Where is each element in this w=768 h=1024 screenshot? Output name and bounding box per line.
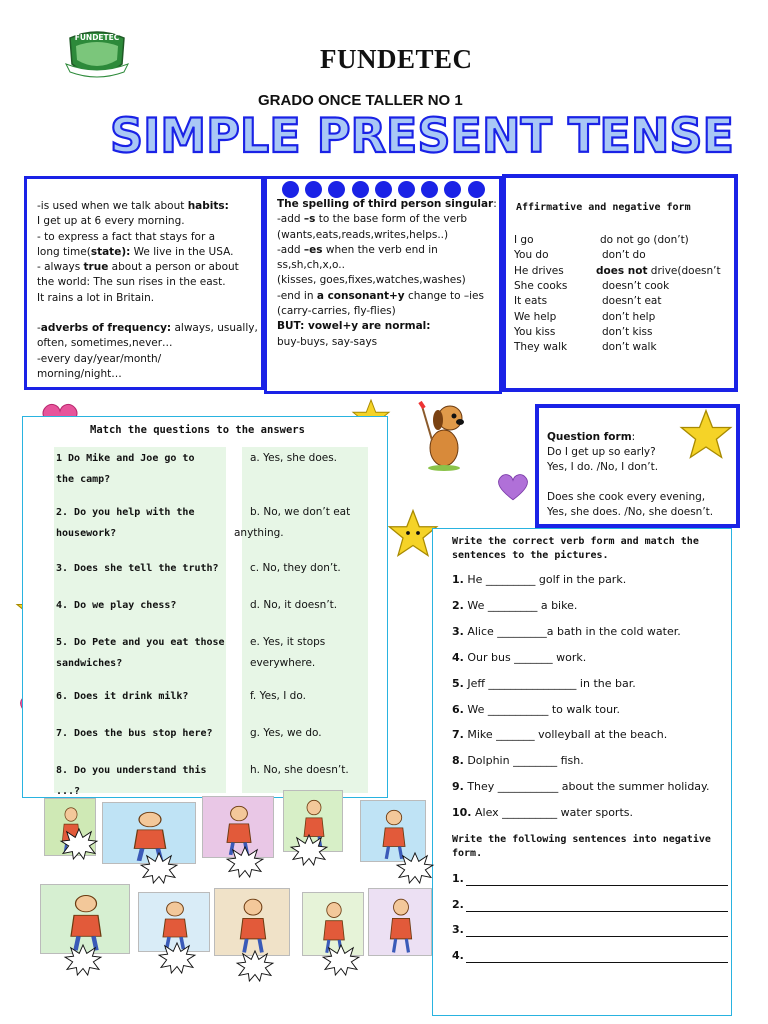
affirmative-form: We help	[514, 310, 557, 323]
exercise-item	[452, 573, 626, 586]
box_uses-line	[37, 214, 263, 229]
question-form-line: Do I get up so early?	[547, 446, 656, 458]
exercise-number: 8.	[452, 754, 464, 768]
box_spelling-line	[277, 243, 503, 258]
exercise-sentence[interactable]: Jeff ________________ in the bar.	[463, 676, 636, 690]
box_uses-post: about a person or about	[108, 261, 239, 274]
match-question-line: 1 Do Mike and Joe go to	[56, 453, 195, 464]
grade-subtitle: GRADO ONCE TALLER NO 1	[258, 92, 463, 109]
exercise-item	[452, 599, 577, 612]
negative-form-text: don’t kiss	[602, 325, 653, 338]
match-question-line: 5. Do Pete and you eat those	[56, 637, 225, 648]
box_spelling-line	[277, 335, 503, 350]
star-icon	[388, 508, 438, 558]
box_uses-bold: adverbs of frequency:	[40, 322, 172, 335]
match-title: Match the questions to the answers	[90, 424, 305, 436]
box_uses-bold: true	[83, 261, 109, 274]
starburst-icon	[396, 852, 434, 884]
match-question-line: 8. Do you understand this	[56, 765, 207, 776]
star-icon	[678, 408, 734, 460]
affirmative-form: He drives	[514, 264, 564, 277]
match-question-line: 7. Does the bus stop here?	[56, 728, 213, 739]
match-question-line: the camp?	[56, 474, 111, 485]
starburst-icon	[290, 834, 328, 866]
box_uses-line	[37, 352, 263, 367]
box_spelling-pre: -end in	[277, 289, 317, 302]
spelling-text	[277, 197, 503, 350]
exercise-number: 1.	[452, 573, 464, 586]
box_uses-line	[37, 367, 263, 382]
box_spelling-bold: The spelling of third person singular	[277, 198, 494, 210]
match-answer-line: f. Yes, I do.	[250, 690, 306, 702]
forms-title: Affirmative and negative form	[516, 202, 691, 213]
starburst-icon	[60, 828, 98, 860]
box_uses-line	[37, 230, 263, 245]
negative-number: 3.	[452, 923, 464, 936]
negative-form	[602, 280, 669, 292]
affirmative-form: They walk	[514, 341, 568, 354]
box_spelling-line	[277, 289, 503, 304]
exercise-number: 3.	[452, 624, 464, 638]
exercise-number: 7.	[452, 728, 464, 742]
question-form-line: Yes, she does. /No, she doesn’t.	[547, 506, 714, 518]
match-question	[56, 502, 236, 546]
box_uses-pre: -every day/year/month/	[37, 352, 162, 365]
affirmative-negative-box	[502, 174, 738, 392]
box_spelling-bold: a consonant+y	[316, 289, 405, 302]
box_uses-post: always, usually,	[171, 322, 258, 335]
exercise-number: 6.	[452, 702, 464, 716]
match-answer	[250, 723, 368, 744]
question-form-line: Does she cook every evening,	[547, 491, 706, 503]
exercise-sentence[interactable]: Mike _______ volleyball at the beach.	[463, 728, 668, 742]
negative-item	[452, 898, 728, 912]
box_spelling-pre: -add	[277, 243, 304, 256]
starburst-icon	[226, 846, 264, 878]
heart-icon	[496, 472, 530, 502]
negative-item	[452, 949, 728, 963]
match-answer	[250, 558, 368, 579]
box_spelling-post: :	[493, 198, 497, 210]
question-form-title: Question form	[547, 431, 632, 443]
box_spelling-line	[277, 228, 503, 243]
box_uses-line	[37, 245, 263, 260]
negative-number: 4.	[452, 948, 464, 962]
match-answer-line: everywhere.	[250, 657, 316, 669]
affirmative-form: She cooks	[514, 279, 568, 292]
box_uses-pre: -is used when we talk about	[37, 200, 188, 212]
school-name: FUNDETEC	[320, 44, 473, 74]
exercise-sentence[interactable]: They ___________ about the summer holiday.	[463, 780, 710, 794]
box_uses-pre: I get up at 6 every morning.	[37, 215, 185, 228]
negative-item	[452, 923, 728, 937]
dog-painter-icon	[410, 400, 472, 472]
box_uses-pre: -	[37, 322, 41, 335]
box_uses-pre: - always	[37, 261, 84, 274]
page-title	[108, 104, 738, 164]
box_spelling-pre: buy-buys, say-says	[277, 335, 378, 348]
match-answer-line: a. Yes, she does.	[250, 452, 338, 464]
answer-line[interactable]	[466, 872, 728, 886]
box_spelling-line	[277, 304, 503, 319]
starburst-icon	[158, 942, 196, 974]
match-answer	[250, 760, 368, 781]
box_uses-pre: - to express a fact that stays for a	[37, 230, 216, 243]
starburst-icon	[236, 950, 274, 982]
question-form-line	[547, 475, 737, 490]
box_spelling-pre: (kisses, goes,fixes,watches,washes)	[277, 274, 466, 287]
box_spelling-bold: BUT: vowel+y are normal:	[277, 320, 431, 333]
match-answer-line: b. No, we don’t eat	[250, 506, 351, 518]
match-question-line: ...?	[56, 786, 81, 797]
exercise-item	[452, 780, 709, 793]
question-form-line: Yes, I do. /No, I don’t.	[547, 461, 659, 473]
box_uses-line	[37, 199, 263, 214]
box_spelling-post: to the base form of the verb	[315, 213, 468, 226]
box_spelling-line	[277, 197, 503, 212]
box_spelling-pre: -add	[277, 213, 304, 226]
box_spelling-post: when the verb end in	[322, 243, 438, 256]
negative-form-text: drive(doesn’t	[647, 264, 721, 277]
exercise-item	[452, 651, 586, 664]
match-answer	[250, 595, 368, 616]
exercise-number: 5.	[452, 676, 464, 690]
negative-exercise-title: Write the following sentences into negative form.	[452, 834, 711, 859]
exercise-sentence[interactable]: He _________ golf in the park.	[463, 573, 627, 586]
box_uses-post: We live in the USA.	[130, 245, 234, 258]
exercise-sentence[interactable]: We _________ a bike.	[463, 598, 578, 612]
exercise-sentence[interactable]: We ___________ to walk tour.	[463, 702, 621, 716]
match-question-line: sandwiches?	[56, 658, 123, 669]
box_uses-line	[37, 260, 263, 275]
negative-form-bold: does not	[596, 264, 648, 277]
decorative-dots	[282, 181, 492, 199]
box_spelling-line	[277, 319, 503, 334]
match-answer-line: anything.	[234, 527, 284, 539]
page-title-text: SIMPLE PRESENT TENSE	[110, 109, 734, 164]
match-question	[56, 760, 236, 797]
exercise-sentence[interactable]: Alex __________ water sports.	[471, 806, 633, 820]
box_spelling-post: change to –ies	[404, 289, 484, 302]
starburst-icon	[140, 852, 178, 884]
negative-form-text: don’t do	[602, 249, 646, 262]
answer-line[interactable]	[466, 949, 728, 963]
exercise-item	[452, 806, 633, 819]
negative-form	[596, 265, 721, 277]
box_spelling-line	[277, 258, 503, 273]
exercise-number: 9.	[452, 780, 464, 794]
box_spelling-bold: –es	[303, 243, 323, 256]
box_uses-pre: It rains a lot in Britain.	[37, 291, 155, 304]
usage-box	[24, 176, 264, 390]
exercise-number: 10.	[452, 806, 472, 820]
match-answer-line: e. Yes, it stops	[250, 636, 326, 648]
fundetec-logo	[62, 28, 132, 82]
match-answer	[250, 686, 368, 707]
exercise-sentence[interactable]: Our bus _______ work.	[463, 650, 587, 664]
exercise-item	[452, 754, 584, 767]
box_uses-line	[37, 275, 263, 290]
negative-form	[602, 249, 646, 261]
match-question	[56, 632, 236, 676]
match-answer	[234, 502, 368, 544]
exercise-item	[452, 728, 667, 741]
match-answer	[250, 448, 368, 469]
negative-form	[602, 311, 655, 323]
affirmative-form: I go	[514, 234, 534, 246]
negative-item	[452, 872, 728, 886]
negative-form-text: doesn’t cook	[602, 279, 670, 292]
starburst-icon	[322, 944, 360, 976]
box_uses-line	[37, 291, 263, 306]
exercise-item	[452, 625, 681, 638]
box_uses-pre: often, sometimes,never…	[37, 337, 173, 350]
negative-number: 2.	[452, 897, 464, 911]
match-answer-line: h. No, she doesn’t.	[250, 764, 349, 776]
exercise-sentence[interactable]: Alice _________a bath in the cold water.	[463, 624, 681, 638]
answer-line[interactable]	[466, 898, 728, 912]
match-question-line: housework?	[56, 528, 117, 539]
box_spelling-bold: –s	[303, 213, 316, 226]
match-answer	[250, 632, 368, 674]
match-question-line: 4. Do we play chess?	[56, 600, 177, 611]
match-question-line: 3. Does she tell the truth?	[56, 563, 219, 574]
box_uses-pre: morning/night…	[37, 367, 122, 380]
match-question-line: 6. Does it drink milk?	[56, 691, 189, 702]
affirmative-form: It eats	[514, 295, 548, 308]
exercise-item	[452, 703, 620, 716]
affirmative-form: You do	[514, 249, 549, 262]
starburst-icon	[64, 944, 102, 976]
negative-form	[600, 234, 689, 246]
question-form-box: Question form: Do I get up so early? Yes, I do. /No, I don’t. Does she cook every evening, Yes, she does. /No, she doesn’t.	[535, 404, 740, 528]
box_spelling-pre: ss,sh,ch,x,o..	[277, 259, 345, 272]
negative-form-text: don’t walk	[602, 341, 657, 354]
answer-line[interactable]	[466, 923, 728, 937]
box_uses-line	[37, 336, 263, 351]
affirmative-form: You kiss	[514, 325, 556, 338]
box_spelling-line	[277, 212, 503, 227]
match-question	[56, 448, 236, 492]
box_uses-bold: state):	[90, 245, 131, 258]
negative-form-text: don’t help	[602, 310, 656, 323]
box_uses-line	[37, 306, 263, 321]
exercise-title: Write the correct verb form and match the sentences to the pictures.	[452, 536, 699, 561]
negative-form-text: doesn’t eat	[602, 295, 662, 308]
box_spelling-line	[277, 273, 503, 288]
spelling-box	[264, 176, 502, 394]
negative-form	[602, 326, 652, 338]
match-answer-line: g. Yes, we do.	[250, 727, 322, 739]
exercise-number: 2.	[452, 598, 464, 612]
negative-form	[602, 295, 661, 307]
usage-text	[37, 199, 263, 382]
box_uses-pre: the world: The sun rises in the east.	[37, 276, 226, 289]
box_uses-line	[37, 321, 263, 336]
box_uses-pre: long time(	[37, 245, 91, 258]
negative-form-text: do not go (don’t)	[600, 234, 689, 246]
box_spelling-pre: (carry-carries, fly-flies)	[277, 305, 396, 318]
match-answer-line: c. No, they don’t.	[250, 562, 341, 574]
box_uses-bold: habits:	[187, 200, 229, 212]
walking-tour-picture	[214, 888, 290, 956]
box_spelling-pre: (wants,eats,reads,writes,helps..)	[277, 228, 449, 241]
exercise-sentence[interactable]: Dolphin ________ fish.	[463, 754, 584, 768]
match-question-line: 2. Do you help with the	[56, 507, 195, 518]
exercise-item	[452, 677, 636, 690]
match-answer-line: d. No, it doesn’t.	[250, 599, 338, 611]
bus-picture	[368, 888, 432, 956]
logo-text: FUNDETEC	[74, 33, 120, 42]
negative-number: 1.	[452, 872, 464, 885]
exercise-number: 4.	[452, 650, 464, 664]
negative-form	[602, 341, 657, 353]
